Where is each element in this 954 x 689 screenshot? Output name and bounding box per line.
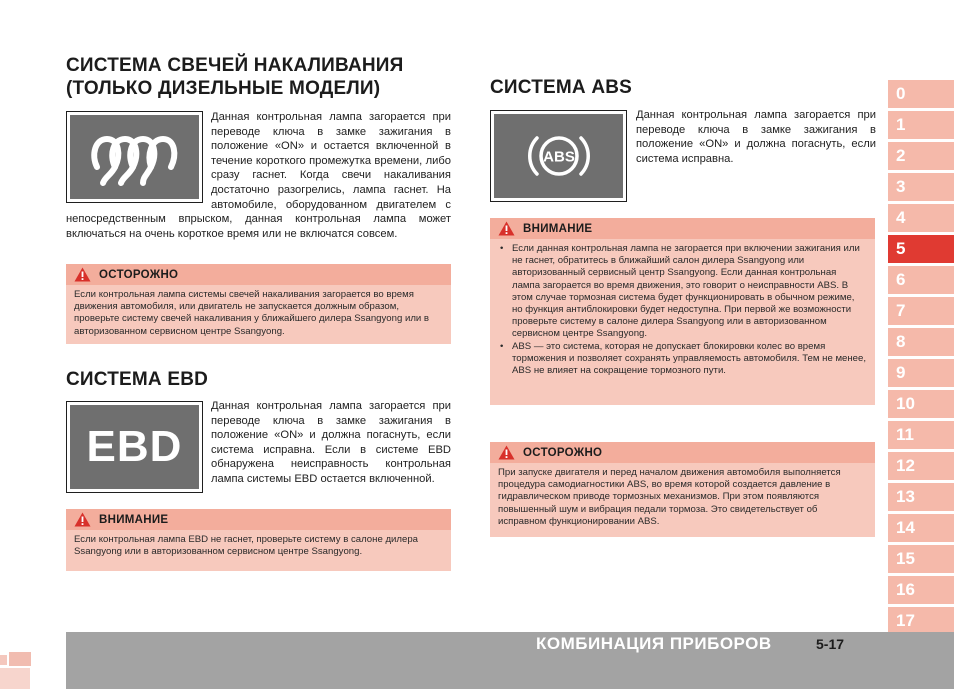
abs-attention-note [490,218,875,405]
chapter-tab-12[interactable]: 12 [888,452,954,480]
abs-attention-item-2: • ABS — это система, которая не допускает блокировки колес во время торможения и позволяет сохранять управляемость автомобиля. Тем не менее, ABS не влияет на сокращение тормозного пути. [498,341,867,378]
chapter-tab-2[interactable]: 2 [888,142,954,170]
abs-heading: СИСТЕМА ABS [490,77,633,98]
chapter-tab-16[interactable]: 16 [888,576,954,604]
abs-attention-title: ВНИМАНИЕ [523,222,593,235]
chapter-tab-17[interactable]: 17 [888,607,954,635]
abs-icon-panel [494,114,623,198]
abs-attention-header [490,218,875,239]
ebd-indicator [66,401,203,493]
chapter-tab-10[interactable]: 10 [888,390,954,418]
ebd-attention-note [66,509,451,571]
glow-caution-note [66,264,451,344]
ebd-icon-panel [70,405,199,489]
chapter-tab-4[interactable]: 4 [888,204,954,232]
abs-caution-text: При запуске двигателя и перед началом движения автомобиля выполняется процедура самодиагностики ABS, во время которой создается давление в гидравлическом приводе тормозных механизмов. При этом появляются повышенный шум и вибрация педали тормоза. Это свидетельствует об исправном функционировании ABS. [498,467,841,527]
abs-caution-header [490,442,875,463]
warning-triangle-icon [498,221,515,236]
chapter-tab-9[interactable]: 9 [888,359,954,387]
glow-caution-header [66,264,451,285]
ebd-attention-header [66,509,451,530]
page-footer [66,632,954,689]
glow-description [66,110,451,241]
warning-triangle-icon [74,512,91,527]
abs-description [636,108,876,166]
chapter-tabs [888,80,954,638]
abs-warning-icon [519,126,599,186]
ebd-heading: СИСТЕМА EBD [66,369,209,390]
glow-heading-line1: СИСТЕМА СВЕЧЕЙ НАКАЛИВАНИЯ [66,55,404,76]
chapter-tab-13[interactable]: 13 [888,483,954,511]
chapter-tab-6[interactable]: 6 [888,266,954,294]
ebd-description-text: Данная контрольная лампа загорается при переводе ключа в замке зажигания в положение «ON» и должна погаснуть, если система исправна. Если в системе EBD обнаружена неисправность контрольная лампа системы EBD остается включенной. [211,400,451,485]
footer-section-title: КОМБИНАЦИЯ ПРИБОРОВ [536,634,772,653]
abs-caution-title: ОСТОРОЖНО [523,446,603,459]
ebd-icon-label: EBD [86,422,183,471]
ebd-description [211,399,451,487]
glow-heading [66,54,404,100]
warning-triangle-icon [498,445,515,460]
glow-heading-line2: (ТОЛЬКО ДИЗЕЛЬНЫЕ МОДЕЛИ) [66,78,381,99]
glow-description-text: Данная контрольная лампа загорается при переводе ключа в замке зажигания в положение «ON» и остается включенной в течение короткого промежутка времени, либо сразу гаснет. Когда свечи накаливания достаточно разогрелись, лампа гаснет. На автомобиле, оборудованном двигателем с непосредственным впрыском, данная контрольная лампа может включаться на очень короткое время или не включатся совсем. [66,111,451,240]
chapter-tab-1[interactable]: 1 [888,111,954,139]
chapter-tab-14[interactable]: 14 [888,514,954,542]
abs-description-text: Данная контрольная лампа загорается при переводе ключа в замке зажигания в положение «ON» и должна погаснуть, если система исправна. [636,109,876,165]
abs-attention-item-1: • Если данная контрольная лампа не загорается при включении зажигания или не гаснет, обратитесь в ближайший салон дилера Ssangyong или авторизованный сервисный центр Ssangyong. Если данная контрольная лампа загорается во время движения, это говорит о неисправности ABS. В этом случае тормозная система будет функционировать в обычном режиме, но функция антиблокировки будет недоступна. При первой же возможности проверьте систему в салоне дилера Ssangyong или в авторизованном сервисном центре Ssangyong. [498,243,867,341]
abs-caution-note [490,442,875,537]
chapter-tab-7[interactable]: 7 [888,297,954,325]
chapter-tab-15[interactable]: 15 [888,545,954,573]
scan-corner-mark [0,652,34,689]
abs-attention-list [490,239,875,382]
chapter-tab-0[interactable]: 0 [888,80,954,108]
ebd-attention-title: ВНИМАНИЕ [99,513,169,526]
chapter-tab-11[interactable]: 11 [888,421,954,449]
page-number: 5-17 [816,636,845,652]
abs-indicator [490,110,627,202]
chapter-tab-5[interactable]: 5 [888,235,954,263]
chapter-tab-3[interactable]: 3 [888,173,954,201]
glow-caution-title: ОСТОРОЖНО [99,268,179,281]
abs-icon-label: ABS [542,148,575,166]
warning-triangle-icon [74,267,91,282]
glow-caution-text: Если контрольная лампа системы свечей накаливания загорается во время движения автомобиля, или двигатель не запускается должным образом, проверьте систему свечей накаливания у ближайшего дилера Ssangyong или в авторизованном сервисном центре Ssangyong. [74,289,430,337]
chapter-tab-8[interactable]: 8 [888,328,954,356]
ebd-attention-text: Если контрольная лампа EBD не гаснет, проверьте систему в салоне дилера Ssangyong или в авторизованном сервисном центре Ssangyong. [74,534,419,558]
